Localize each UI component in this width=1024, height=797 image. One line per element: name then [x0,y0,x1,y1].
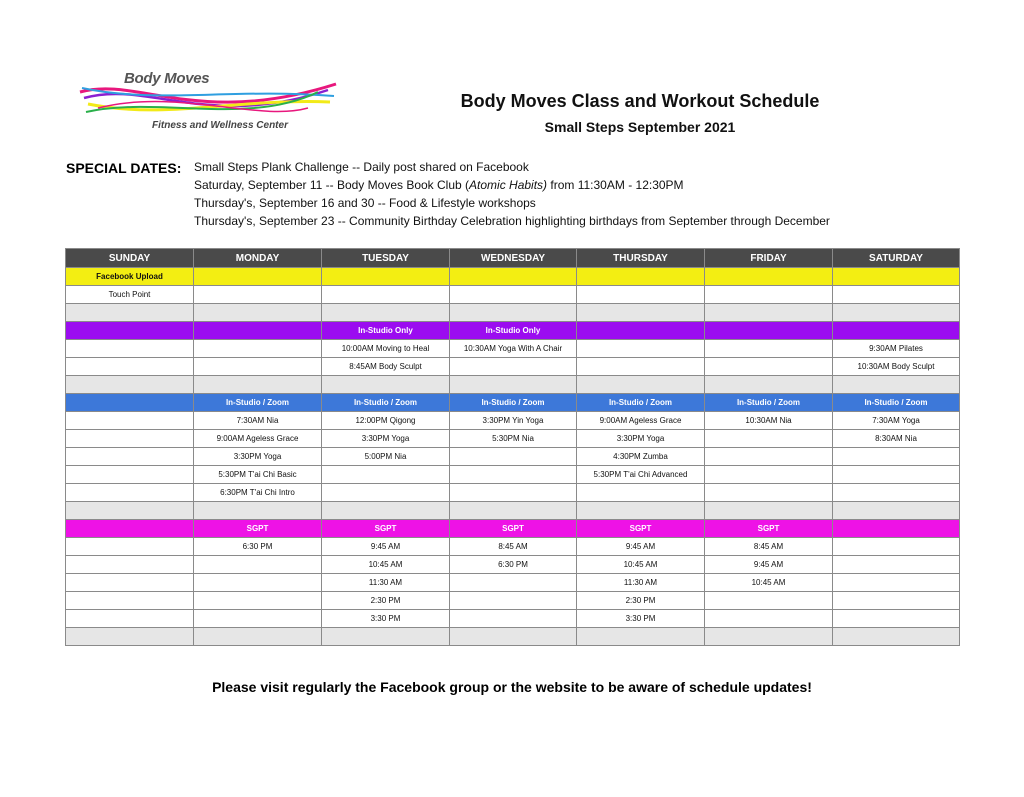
class-cell [194,610,322,628]
class-cell [833,304,960,322]
table-row [66,304,960,322]
section-header-row [66,268,960,286]
class-cell: 9:00AM Ageless Grace [194,430,322,448]
section-label: SGPT [450,520,577,538]
section-label [66,520,194,538]
class-cell [705,358,833,376]
section-label: In-Studio Only [322,322,450,340]
section-label [833,268,960,286]
class-cell: 8:45 AM [705,538,833,556]
class-cell [66,538,194,556]
section-label [66,322,194,340]
class-cell: 6:30 PM [194,538,322,556]
class-cell: 5:00PM Nia [322,448,450,466]
class-cell [705,484,833,502]
class-cell [577,286,705,304]
class-cell [705,502,833,520]
day-header-row [66,249,960,268]
class-cell [705,340,833,358]
class-cell [577,376,705,394]
class-cell [577,358,705,376]
table-row [66,286,960,304]
class-cell: 8:45AM Body Sculpt [322,358,450,376]
class-cell [450,610,577,628]
special-date-line: Small Steps Plank Challenge -- Daily post shared on Facebook [194,160,529,174]
day-header: FRIDAY [705,249,833,268]
section-label: SGPT [705,520,833,538]
page-title: Body Moves Class and Workout Schedule [460,91,820,111]
section-header-row [66,520,960,538]
class-cell: 5:30PM T'ai Chi Advanced [577,466,705,484]
class-cell: 10:30AM Body Sculpt [833,358,960,376]
class-cell [450,628,577,646]
class-cell [66,592,194,610]
class-cell [705,592,833,610]
class-cell [577,628,705,646]
special-date-line: Thursday's, September 16 and 30 -- Food & Lifestyle workshops [194,196,536,210]
class-cell [705,286,833,304]
section-label: Facebook Upload [66,268,194,286]
class-cell [322,628,450,646]
class-cell [450,304,577,322]
class-cell [450,484,577,502]
class-cell [322,484,450,502]
section-label: In-Studio / Zoom [705,394,833,412]
class-cell [577,304,705,322]
class-cell: 2:30 PM [577,592,705,610]
class-cell: 3:30PM Yoga [577,430,705,448]
table-row [66,430,960,448]
table-row [66,484,960,502]
class-cell [194,502,322,520]
class-cell: 9:00AM Ageless Grace [577,412,705,430]
class-cell [577,340,705,358]
class-cell [66,304,194,322]
section-label [450,268,577,286]
section-label: In-Studio / Zoom [577,394,705,412]
section-label: SGPT [194,520,322,538]
class-cell: 10:30AM Nia [705,412,833,430]
class-cell [833,448,960,466]
day-header: SATURDAY [833,249,960,268]
table-row [66,556,960,574]
class-cell [66,430,194,448]
table-row [66,412,960,430]
table-row [66,340,960,358]
class-cell [705,628,833,646]
table-row [66,358,960,376]
class-cell: 4:30PM Zumba [577,448,705,466]
section-label: In-Studio / Zoom [322,394,450,412]
class-cell [450,358,577,376]
class-cell [833,376,960,394]
class-cell [66,556,194,574]
section-label [577,268,705,286]
class-cell [194,556,322,574]
class-cell [705,430,833,448]
schedule-body [66,249,960,646]
class-cell [66,340,194,358]
logo-tagline: Fitness and Wellness Center [152,120,288,131]
table-row [66,466,960,484]
section-label: In-Studio / Zoom [833,394,960,412]
class-cell: 3:30 PM [577,610,705,628]
class-cell [833,592,960,610]
class-cell [705,610,833,628]
class-cell: 9:45 AM [577,538,705,556]
section-label: In-Studio / Zoom [450,394,577,412]
class-cell: 6:30 PM [450,556,577,574]
class-cell [194,574,322,592]
class-cell [66,628,194,646]
section-label [194,322,322,340]
class-cell [450,448,577,466]
class-cell [66,610,194,628]
class-cell: 9:30AM Pilates [833,340,960,358]
class-cell [833,556,960,574]
class-cell: 10:30AM Yoga With A Chair [450,340,577,358]
class-cell: 7:30AM Yoga [833,412,960,430]
logo-name: Body Moves [124,70,210,87]
class-cell [322,466,450,484]
class-cell: 3:30PM Yoga [322,430,450,448]
class-cell: Touch Point [66,286,194,304]
class-cell [577,484,705,502]
class-cell [450,466,577,484]
section-label: SGPT [322,520,450,538]
class-cell [450,574,577,592]
class-cell [833,610,960,628]
day-header: WEDNESDAY [450,249,577,268]
logo [78,68,340,138]
class-cell: 9:45 AM [322,538,450,556]
table-row [66,538,960,556]
table-row [66,610,960,628]
class-cell [194,358,322,376]
class-cell [66,358,194,376]
section-label [322,268,450,286]
class-cell [705,376,833,394]
day-header: SUNDAY [66,249,194,268]
class-cell [833,286,960,304]
table-row [66,592,960,610]
class-cell [833,574,960,592]
class-cell [322,376,450,394]
class-cell [194,286,322,304]
class-cell [194,340,322,358]
section-label [705,268,833,286]
class-cell [322,286,450,304]
day-header: THURSDAY [577,249,705,268]
class-cell: 10:45 AM [577,556,705,574]
section-label [705,322,833,340]
class-cell [833,484,960,502]
class-cell: 9:45 AM [705,556,833,574]
class-cell: 8:45 AM [450,538,577,556]
class-cell [705,466,833,484]
footer-notice: Please visit regularly the Facebook group or the website to be aware of schedule updates! [212,679,812,695]
class-cell [577,502,705,520]
class-cell [450,502,577,520]
section-label: In-Studio Only [450,322,577,340]
table-row [66,502,960,520]
class-cell [66,502,194,520]
class-cell: 10:45 AM [322,556,450,574]
class-cell: 12:00PM Qigong [322,412,450,430]
section-label [577,322,705,340]
class-cell [66,412,194,430]
section-label: SGPT [577,520,705,538]
class-cell: 10:00AM Moving to Heal [322,340,450,358]
class-cell [450,376,577,394]
class-cell: 7:30AM Nia [194,412,322,430]
table-row [66,376,960,394]
class-cell: 3:30PM Yoga [194,448,322,466]
class-cell: 5:30PM Nia [450,430,577,448]
class-cell [66,484,194,502]
class-cell [705,304,833,322]
section-label [833,520,960,538]
class-cell [322,502,450,520]
special-dates-list [194,158,994,230]
class-cell [194,628,322,646]
class-cell [322,304,450,322]
class-cell [450,286,577,304]
schedule-table [65,248,960,646]
class-cell: 2:30 PM [322,592,450,610]
special-date-text: Saturday, September 11 -- Body Moves Book Club ( [194,178,470,192]
day-header: MONDAY [194,249,322,268]
section-label [194,268,322,286]
class-cell [66,574,194,592]
class-cell [66,376,194,394]
class-cell: 8:30AM Nia [833,430,960,448]
class-cell: 3:30 PM [322,610,450,628]
special-date-text: from 11:30AM - 12:30PM [547,178,684,192]
special-date-line: Thursday's, September 23 -- Community Birthday Celebration highlighting birthdays from September through December [194,214,830,228]
class-cell [194,592,322,610]
section-header-row [66,394,960,412]
class-cell [450,592,577,610]
page-subtitle: Small Steps September 2021 [544,119,736,135]
day-header: TUESDAY [322,249,450,268]
class-cell [833,502,960,520]
class-cell [833,628,960,646]
class-cell: 3:30PM Yin Yoga [450,412,577,430]
class-cell [194,304,322,322]
class-cell [833,538,960,556]
class-cell: 11:30 AM [577,574,705,592]
table-row [66,628,960,646]
table-row [66,574,960,592]
class-cell: 6:30PM T'ai Chi Intro [194,484,322,502]
class-cell: 11:30 AM [322,574,450,592]
book-title: Atomic Habits) [469,178,548,192]
class-cell [194,376,322,394]
class-cell: 5:30PM T'ai Chi Basic [194,466,322,484]
class-cell [66,448,194,466]
special-dates-label: SPECIAL DATES: [66,160,182,176]
section-label [66,394,194,412]
section-header-row [66,322,960,340]
class-cell [705,448,833,466]
table-row [66,448,960,466]
special-date-line [194,176,994,194]
class-cell [833,466,960,484]
section-label: In-Studio / Zoom [194,394,322,412]
class-cell: 10:45 AM [705,574,833,592]
class-cell [66,466,194,484]
section-label [833,322,960,340]
